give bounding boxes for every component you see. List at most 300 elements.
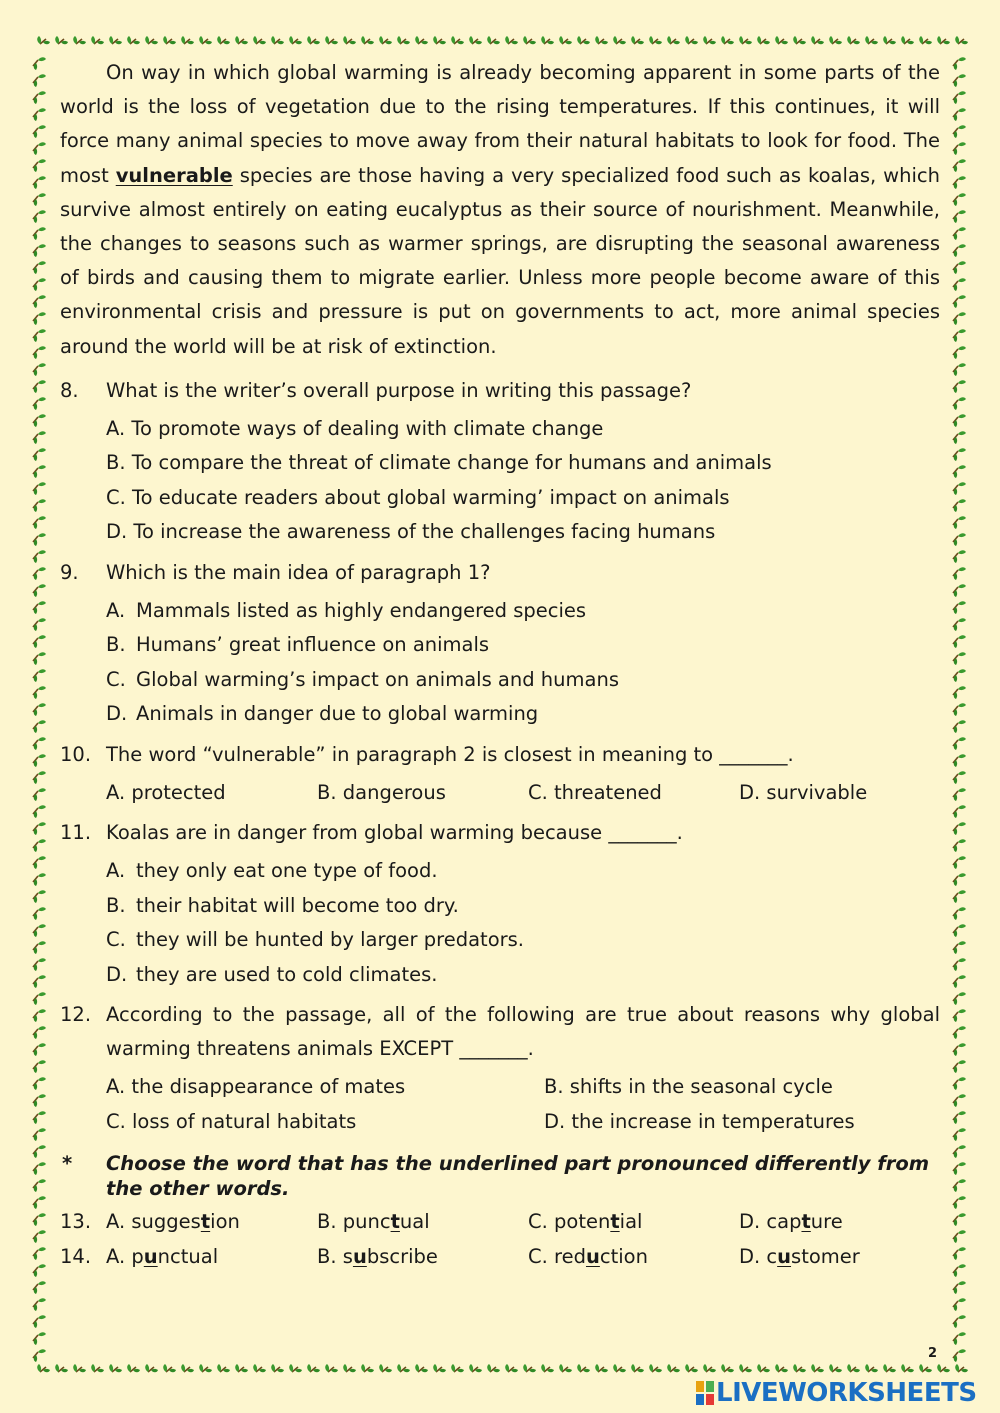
leaf-ornament <box>33 295 46 308</box>
leaf-ornament <box>955 1364 968 1372</box>
leaf-ornament <box>953 57 966 70</box>
leaf-ornament <box>217 36 230 44</box>
leaf-ornament <box>953 278 966 291</box>
leaf-ornament <box>811 36 824 44</box>
leaf-ornament <box>33 346 46 359</box>
question-14 <box>60 1240 940 1275</box>
question-10 <box>60 738 940 811</box>
leaf-ornament <box>953 958 966 971</box>
leaf-ornament <box>847 1364 860 1372</box>
leaf-ornament <box>953 516 966 529</box>
instruction-text: Choose the word that has the underlined part pronounced differently from the other words. <box>106 1152 930 1201</box>
question-8 <box>60 374 940 550</box>
leaf-ornament <box>739 36 752 44</box>
answer-option[interactable]: C. To educate readers about global warming’ impact on animals <box>106 485 730 509</box>
leaf-ornament <box>33 618 46 631</box>
leaf-ornament <box>145 36 158 44</box>
highlighted-word: vulnerable <box>115 163 233 187</box>
leaf-ornament <box>953 329 966 342</box>
leaf-ornament <box>33 1281 46 1294</box>
leaf-ornament <box>33 1213 46 1226</box>
leaf-ornament <box>595 1364 608 1372</box>
leaf-ornament <box>127 36 140 44</box>
leaf-ornament <box>33 1145 46 1158</box>
leaf-ornament <box>33 1332 46 1345</box>
leaf-ornament <box>33 1077 46 1090</box>
leaf-ornament <box>451 1364 464 1372</box>
answer-option[interactable]: C. Global warming’s impact on animals and humans <box>106 667 619 691</box>
leaf-ornament <box>451 36 464 44</box>
leaf-ornament <box>649 36 662 44</box>
leaf-ornament <box>289 36 302 44</box>
leaf-ornament <box>33 941 46 954</box>
leaf-ornament <box>33 958 46 971</box>
leaf-ornament <box>953 431 966 444</box>
answer-option[interactable]: B. Humans’ great influence on animals <box>106 633 490 657</box>
leaf-ornament <box>271 1364 284 1372</box>
answer-option[interactable]: C. loss of natural habitats <box>106 1109 357 1133</box>
leaf-ornament <box>33 74 46 87</box>
leaf-ornament <box>953 652 966 665</box>
leaf-ornament <box>953 890 966 903</box>
leaf-ornament <box>953 1315 966 1328</box>
leaf-ornament <box>91 36 104 44</box>
leaf-ornament <box>865 1364 878 1372</box>
leaf-ornament <box>953 244 966 257</box>
question-number: 11. <box>60 821 92 845</box>
leaf-ornament <box>953 567 966 580</box>
leaf-ornament <box>559 1364 572 1372</box>
leaf-ornament <box>953 703 966 716</box>
leaf-ornament <box>595 36 608 44</box>
leaf-ornament <box>829 1364 842 1372</box>
leaf-ornament <box>613 36 626 44</box>
logo-mark-icon <box>696 1381 714 1405</box>
leaf-ornament <box>953 1179 966 1192</box>
leaf-ornament <box>33 176 46 189</box>
leaf-ornament <box>631 36 644 44</box>
leaf-ornament <box>953 1298 966 1311</box>
leaf-ornament <box>33 1060 46 1073</box>
logo-text: LIVEWORKSHEETS <box>716 1378 977 1408</box>
leaf-ornament <box>33 193 46 206</box>
leaf-ornament <box>523 1364 536 1372</box>
leaf-ornament <box>953 414 966 427</box>
leaf-ornament <box>33 227 46 240</box>
leaf-ornament <box>953 227 966 240</box>
leaf-ornament <box>343 36 356 44</box>
leaf-ornament <box>953 1094 966 1107</box>
leaf-ornament <box>757 36 770 44</box>
leaf-ornament <box>953 1043 966 1056</box>
leaf-ornament <box>397 1364 410 1372</box>
leaf-ornament <box>415 1364 428 1372</box>
question-number: 8. <box>60 378 79 402</box>
leaf-ornament <box>469 1364 482 1372</box>
leaf-ornament <box>829 36 842 44</box>
leaf-ornament <box>953 91 966 104</box>
question-number: 12. <box>60 1003 92 1027</box>
leaf-ornament <box>953 363 966 376</box>
answer-option[interactable]: D. Animals in danger due to global warming <box>106 702 539 726</box>
leaf-ornament <box>541 36 554 44</box>
leaf-ornament <box>953 499 966 512</box>
leaf-ornament <box>953 1077 966 1090</box>
leaf-ornament <box>953 601 966 614</box>
answer-option[interactable]: B. subscribe <box>317 1244 438 1268</box>
leaf-ornament <box>953 108 966 121</box>
leaf-ornament <box>541 1364 554 1372</box>
question-text: According to the passage, all of the following are true about reasons why global warming threatens animals EXCEPT _______. <box>106 1003 940 1061</box>
leaf-ornament <box>33 1298 46 1311</box>
leaf-ornament <box>379 1364 392 1372</box>
leaf-ornament <box>775 36 788 44</box>
leaf-ornament <box>433 1364 446 1372</box>
leaf-ornament <box>163 1364 176 1372</box>
leaf-ornament <box>667 36 680 44</box>
leaf-ornament <box>33 1196 46 1209</box>
leaf-ornament <box>33 720 46 733</box>
answer-option[interactable]: D. survivable <box>739 780 868 804</box>
leaf-ornament <box>685 1364 698 1372</box>
leaf-ornament <box>919 36 932 44</box>
leaf-ornament <box>289 1364 302 1372</box>
leaf-ornament <box>953 788 966 801</box>
leaf-ornament <box>953 873 966 886</box>
leaf-ornament <box>685 36 698 44</box>
leaf-ornament <box>33 805 46 818</box>
leaf-ornament <box>181 36 194 44</box>
leaf-ornament <box>181 1364 194 1372</box>
leaf-ornament <box>307 1364 320 1372</box>
leaf-ornament <box>739 1364 752 1372</box>
leaf-ornament <box>33 635 46 648</box>
leaf-ornament <box>847 36 860 44</box>
leaf-ornament <box>33 1162 46 1175</box>
leaf-ornament <box>953 448 966 461</box>
leaf-ornament <box>953 720 966 733</box>
leaf-ornament <box>953 550 966 563</box>
leaf-ornament <box>953 1128 966 1141</box>
leaf-ornament <box>33 737 46 750</box>
leaf-ornament <box>33 1094 46 1107</box>
question-number: 9. <box>60 560 79 584</box>
leaf-ornament <box>163 36 176 44</box>
leaf-ornament <box>33 1111 46 1124</box>
leaf-ornament <box>901 1364 914 1372</box>
leaf-ornament <box>33 924 46 937</box>
leaf-ornament <box>33 907 46 920</box>
leaf-ornament <box>33 601 46 614</box>
answer-option[interactable]: A. the disappearance of mates <box>106 1075 406 1099</box>
leaf-ornament <box>33 244 46 257</box>
answer-option[interactable]: A. protected <box>106 780 226 804</box>
leaf-ornament <box>33 856 46 869</box>
leaf-ornament <box>33 125 46 138</box>
answer-option[interactable]: B. dangerous <box>317 780 446 804</box>
leaf-ornament <box>703 36 716 44</box>
leaf-ornament <box>145 1364 158 1372</box>
leaf-ornament <box>953 74 966 87</box>
leaf-ornament <box>953 1196 966 1209</box>
answer-option[interactable]: A. To promote ways of dealing with climate change <box>106 416 604 440</box>
leaf-ornament <box>559 36 572 44</box>
section-instruction <box>60 1151 940 1201</box>
leaf-ornament <box>953 822 966 835</box>
leaf-ornament <box>937 1364 950 1372</box>
leaf-ornament <box>577 36 590 44</box>
leaf-ornament <box>33 1264 46 1277</box>
leaf-ornament <box>613 1364 626 1372</box>
leaf-ornament <box>55 1364 68 1372</box>
leaf-ornament <box>33 567 46 580</box>
leaf-ornament <box>33 1315 46 1328</box>
leaf-ornament <box>235 1364 248 1372</box>
leaf-ornament <box>33 1043 46 1056</box>
leaf-ornament <box>953 142 966 155</box>
leaf-ornament <box>33 1247 46 1260</box>
leaf-ornament <box>487 36 500 44</box>
leaf-ornament <box>953 907 966 920</box>
leaf-ornament <box>33 1179 46 1192</box>
leaf-ornament <box>33 652 46 665</box>
leaf-ornament <box>953 805 966 818</box>
leaf-ornament <box>33 363 46 376</box>
question-number: 14. <box>60 1244 92 1268</box>
leaf-ornament <box>361 1364 374 1372</box>
leaf-ornament <box>397 36 410 44</box>
leaf-ornament <box>73 36 86 44</box>
leaf-ornament <box>361 36 374 44</box>
leaf-ornament <box>721 36 734 44</box>
leaf-ornament <box>33 329 46 342</box>
leaf-ornament <box>953 618 966 631</box>
leaf-ornament <box>953 839 966 852</box>
answer-option[interactable]: A. Mammals listed as highly endangered species <box>106 598 587 622</box>
answer-option[interactable]: D. To increase the awareness of the challenges facing humans <box>106 520 716 544</box>
liveworksheets-logo[interactable] <box>696 1378 977 1408</box>
leaf-ornament <box>33 465 46 478</box>
leaf-ornament <box>953 1162 966 1175</box>
leaf-ornament <box>33 890 46 903</box>
leaf-ornament <box>883 36 896 44</box>
leaf-ornament <box>37 36 50 44</box>
leaf-ornament <box>33 108 46 121</box>
answer-option[interactable]: A. they only eat one type of food. <box>106 859 438 883</box>
answer-option[interactable]: D. the increase in temperatures <box>544 1109 855 1133</box>
leaf-ornament <box>33 91 46 104</box>
leaf-ornament <box>33 703 46 716</box>
leaf-ornament <box>953 1026 966 1039</box>
leaf-ornament <box>33 788 46 801</box>
answer-option[interactable]: C. threatened <box>528 780 662 804</box>
leaf-ornament <box>33 975 46 988</box>
leaf-ornament <box>953 992 966 1005</box>
leaf-ornament <box>631 1364 644 1372</box>
answer-option[interactable]: A. punctual <box>106 1244 219 1268</box>
leaf-ornament <box>33 397 46 410</box>
answer-option[interactable]: C. potential <box>528 1210 643 1234</box>
leaf-ornament <box>953 482 966 495</box>
answer-option[interactable]: B. their habitat will become too dry. <box>106 893 459 917</box>
leaf-ornament <box>953 1264 966 1277</box>
leaf-ornament <box>703 1364 716 1372</box>
leaf-ornament <box>33 550 46 563</box>
leaf-ornament <box>953 584 966 597</box>
leaf-ornament <box>91 1364 104 1372</box>
answer-option[interactable]: D. they are used to cold climates. <box>106 962 438 986</box>
leaf-ornament <box>33 380 46 393</box>
leaf-ornament <box>953 159 966 172</box>
question-text: Koalas are in danger from global warming because _______. <box>106 821 683 845</box>
leaf-ornament <box>953 924 966 937</box>
leaf-ornament <box>33 210 46 223</box>
leaf-ornament <box>953 1332 966 1345</box>
question-number: 10. <box>60 742 92 766</box>
leaf-ornament <box>953 465 966 478</box>
leaf-ornament <box>33 448 46 461</box>
leaf-ornament <box>953 1111 966 1124</box>
leaf-ornament <box>775 1364 788 1372</box>
bullet-star: * <box>62 1152 73 1176</box>
leaf-ornament <box>577 1364 590 1372</box>
question-text: The word “vulnerable” in paragraph 2 is closest in meaning to _______. <box>106 742 794 766</box>
leaf-ornament <box>433 36 446 44</box>
leaf-ornament <box>953 312 966 325</box>
leaf-ornament <box>33 516 46 529</box>
question-number: 13. <box>60 1210 92 1234</box>
leaf-ornament <box>33 312 46 325</box>
leaf-ornament <box>505 1364 518 1372</box>
leaf-ornament <box>325 1364 338 1372</box>
leaf-ornament <box>33 159 46 172</box>
answer-option[interactable]: C. reduction <box>528 1244 648 1268</box>
question-9 <box>60 556 940 732</box>
leaf-ornament <box>937 36 950 44</box>
question-12 <box>60 998 940 1139</box>
leaf-ornament <box>953 397 966 410</box>
leaf-ornament <box>235 36 248 44</box>
question-13 <box>60 1205 940 1240</box>
leaf-ornament <box>109 36 122 44</box>
leaf-ornament <box>33 1026 46 1039</box>
leaf-ornament <box>953 1145 966 1158</box>
answer-option[interactable]: B. shifts in the seasonal cycle <box>544 1075 833 1099</box>
leaf-ornament <box>33 278 46 291</box>
leaf-ornament <box>73 1364 86 1372</box>
answer-option[interactable]: D. customer <box>739 1244 860 1268</box>
leaf-ornament <box>953 125 966 138</box>
leaf-ornament <box>953 635 966 648</box>
leaf-ornament <box>953 1009 966 1022</box>
leaf-ornament <box>127 1364 140 1372</box>
leaf-ornament <box>271 36 284 44</box>
question-11 <box>60 816 940 992</box>
worksheet-content <box>60 56 940 1274</box>
leaf-ornament <box>33 1128 46 1141</box>
leaf-ornament <box>343 1364 356 1372</box>
leaf-ornament <box>919 1364 932 1372</box>
leaf-ornament <box>953 771 966 784</box>
leaf-ornament <box>33 584 46 597</box>
answer-option[interactable]: C. they will be hunted by larger predators. <box>106 928 525 952</box>
leaf-ornament <box>793 36 806 44</box>
leaf-ornament <box>487 1364 500 1372</box>
leaf-ornament <box>953 737 966 750</box>
answer-option[interactable]: D. capture <box>739 1210 843 1234</box>
question-text: Which is the main idea of paragraph 1? <box>106 560 491 584</box>
leaf-ornament <box>523 36 536 44</box>
leaf-ornament <box>33 57 46 70</box>
leaf-ornament <box>883 1364 896 1372</box>
leaf-ornament <box>953 210 966 223</box>
leaf-ornament <box>33 771 46 784</box>
leaf-ornament <box>379 36 392 44</box>
leaf-ornament <box>415 36 428 44</box>
leaf-ornament <box>953 856 966 869</box>
answer-option[interactable]: B. punctual <box>317 1210 430 1234</box>
answer-option[interactable]: A. suggestion <box>106 1210 240 1234</box>
leaf-ornament <box>33 1349 46 1362</box>
leaf-ornament <box>253 1364 266 1372</box>
leaf-ornament <box>953 1213 966 1226</box>
leaf-ornament <box>33 1009 46 1022</box>
leaf-ornament <box>199 36 212 44</box>
leaf-ornament <box>33 669 46 682</box>
leaf-ornament <box>953 346 966 359</box>
leaf-ornament <box>33 839 46 852</box>
leaf-ornament <box>953 1247 966 1260</box>
leaf-ornament <box>33 482 46 495</box>
leaf-ornament <box>253 36 266 44</box>
leaf-ornament <box>953 533 966 546</box>
leaf-ornament <box>793 1364 806 1372</box>
leaf-ornament <box>109 1364 122 1372</box>
leaf-ornament <box>953 295 966 308</box>
leaf-ornament <box>469 36 482 44</box>
page-number: 2 <box>928 1346 938 1361</box>
leaf-ornament <box>953 686 966 699</box>
leaf-ornament <box>33 686 46 699</box>
leaf-ornament <box>33 499 46 512</box>
leaf-ornament <box>757 1364 770 1372</box>
leaf-ornament <box>953 176 966 189</box>
leaf-ornament <box>811 1364 824 1372</box>
leaf-ornament <box>33 414 46 427</box>
leaf-ornament <box>33 142 46 155</box>
leaf-ornament <box>33 431 46 444</box>
leaf-ornament <box>953 754 966 767</box>
leaf-ornament <box>33 873 46 886</box>
leaf-ornament <box>325 36 338 44</box>
leaf-ornament <box>953 941 966 954</box>
question-text: What is the writer’s overall purpose in writing this passage? <box>106 378 692 402</box>
leaf-ornament <box>505 36 518 44</box>
leaf-ornament <box>55 36 68 44</box>
leaf-ornament <box>667 1364 680 1372</box>
leaf-ornament <box>33 533 46 546</box>
leaf-ornament <box>953 1349 966 1362</box>
leaf-ornament <box>33 261 46 274</box>
leaf-ornament <box>865 36 878 44</box>
leaf-ornament <box>953 669 966 682</box>
leaf-ornament <box>953 1060 966 1073</box>
leaf-ornament <box>649 1364 662 1372</box>
reading-passage: On way in which global warming is already becoming apparent in some parts of the world is the loss of vegetation due to the rising temperatures. If this continues, it will force many animal species to move away from their natural habitats to look for food. The most vulnerable species are those having a very specialized food such as koalas, which survive almost entirely on eating eucalyptus as their source of nourishment. Meanwhile, the changes to seasons such as warmer springs, are disrupting the seasonal awareness of birds and causing them to migrate earlier. Unless more people become aware of this environmental crisis and pressure is put on governments to act, more animal species around the world will be at risk of extinction. <box>60 61 940 358</box>
leaf-ornament <box>953 193 966 206</box>
answer-option[interactable]: B. To compare the threat of climate change for humans and animals <box>106 451 772 475</box>
leaf-ornament <box>953 261 966 274</box>
